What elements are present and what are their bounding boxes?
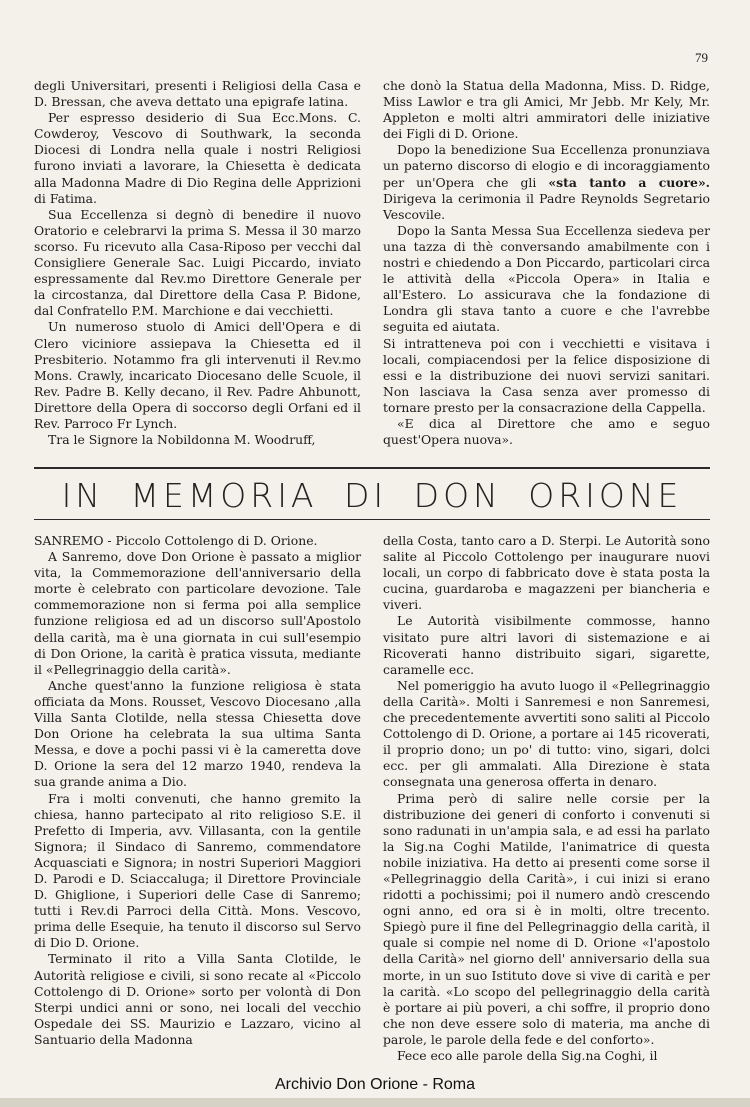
bottom-left-column (34, 533, 361, 1048)
archive-footer: Archivio Don Orione - Roma (274, 1076, 476, 1093)
text-run: Dopo la benedizione Sua Eccellenza pronunziava un paterno discorso di elogio e di incoraggiamento per un'Opera che gli (383, 142, 710, 190)
paragraph: Nel pomeriggio ha avuto luogo il «Pellegrinaggio della Carità». Molti i Sanremesi e non Sanremesi, che precedentemente avvertiti sono saliti al Piccolo Cottolengo di D. Orione, a portare ai 145 ricoverati, il proprio dono; un po' di tutto: vino, sigari, dolci ecc. per gli ammalati. Alla Direzione è stata consegnata una generosa offerta in denaro. (383, 677, 710, 790)
headline-word: MEMORIA (130, 476, 318, 515)
paragraph: che donò la Statua della Madonna, Miss. D. Ridge, Miss Lawlor e tra gli Amici, Mr Jebb. Mr Kely, Mr. Appleton e molti altri ammiratori delle iniziative dei Figli di D. Orione. (383, 78, 710, 142)
paragraph: Prima però di salire nelle corsie per la distribuzione dei generi di conforto i convenuti si sono radunati in un'ampia sala, e ad essi ha parlato la Sig.na Coghi Matilde, l'animatrice di questa nobile iniziativa. Ha detto ai presenti come sorse il «Pellegrinaggio della Carità», i cui inizi si erano ridotti a pochissimi; poi il numero andò crescendo ogni anno, ed ora si è in molti, oltre trecento. Spiegò pure il fine del Pellegrinaggio della carità, il quale si compie nel nome di D. Orione «l'apostolo della Carità» nel giorno dell' anniversario della sua morte, in un suo Istituto dove si vive di carità e per la carità. «Lo scopo del pellegrinaggio della carità è portare ai più poveri, a chi soffre, il proprio dono che non deve essere solo di materia, ma anche di parole, le parole della fede e del conforto». (383, 790, 710, 1047)
top-right-column (383, 78, 710, 448)
paragraph: «E dica al Direttore che amo e seguo quest'Opera nuova». (383, 415, 710, 448)
paragraph: Un numeroso stuolo di Amici dell'Opera e di Clero viciniore assiepava la Chiesetta ed il Presbiterio. Notammo fra gli intervenuti il Rev.mo Mons. Crawly, incaricato Diocesano delle Scuole, il Rev. Padre B. Kelly decano, il Rev. Padre Ahbunott, Direttore della Opera di soccorso degli Orfani ed il Rev. Parroco Fr Lynch. (34, 319, 361, 431)
paragraph (383, 142, 710, 222)
bottom-right-column (383, 533, 710, 1064)
paragraph: della Costa, tanto caro a D. Sterpi. Le Autorità sono salite al Piccolo Cottolengo per inaugurare nuovi locali, un corpo di fabbricato dove è stata posta la cucina, guardaroba e magazzeni per biancheria e viveri. (383, 533, 710, 613)
paragraph: Anche quest'anno la funzione religiosa è stata officiata da Mons. Rousset, Vescovo Diocesano ,alla Villa Santa Clotilde, nella stessa Chiesetta dove Don Orione ha celebrata la sua ultima Santa Messa, e dove a pochi passi vi è la cameretta dove D. Orione la sera del 12 marzo 1940, rendeva la sua grande anima a Dio. (34, 677, 361, 790)
headline-word: IN (61, 476, 104, 515)
top-left-column (34, 78, 361, 448)
paragraph: Dopo la Santa Messa Sua Eccellenza siedeva per una tazza di thè conversando amabilmente con i nostri e chiedendo a Don Piccardo, particolari circa le attività della «Piccola Opera» in Italia e all'Estero. Lo assicurava che la fondazione di Londra gli stava tanto a cuore e che l'avrebbe seguita ed aiutata. (383, 222, 710, 335)
article-dateline: SANREMO - Piccolo Cottolengo di D. Orione. (34, 533, 318, 548)
paragraph: Per espresso desiderio di Sua Ecc.Mons. C. Cowderoy, Vescovo di Southwark, la seconda Diocesi di Londra nella quale i nostri Religiosi furono inviati a lavorare, la Chiesetta è dedicata alla Madonna Madre di Dio Regina delle Apprizioni di Fatima. (34, 110, 361, 206)
headline-word: DON (413, 476, 502, 515)
text-run: Dirigeva la cerimonia il Padre Reynolds Segretario Vescovile. (383, 190, 710, 222)
headline-word: ORIONE (528, 476, 683, 515)
paragraph: A Sanremo, dove Don Orione è passato a miglior vita, la Commemorazione dell'anniversario della morte è celebrato con particolare devozione. Tale commemorazione non si ferma poi alla semplice funzione religiosa ed ad un discorso sull'Apostolo della carità, ma è una giornata in cui sull'esempio di Don Orione, la carità è pratica vissuta, mediante il «Pellegrinaggio della carità». (34, 549, 361, 677)
headline-word: DI (344, 476, 388, 515)
paragraph: Le Autorità visibilmente commosse, hanno visitato pure altri lavori di sistemazione e ai Ricoverati hanno distribuito sigari, sigarette, caramelle ecc. (383, 613, 710, 677)
paragraph: Tra le Signore la Nobildonna M. Woodruff, (48, 432, 316, 448)
paragraph: Fra i molti convenuti, che hanno gremito la chiesa, hanno partecipato al rito religioso S.E. il Prefetto di Imperia, avv. Villasanta, con la gentile Signora; il Sindaco di Sanremo, commendatore Acquasciati e Signora; in nostri Superiori Maggiori D. Parodi e D. Sciaccaluga; il Direttore Provinciale D. Ghiglione, i Superiori delle Case di Sanremo; tutti i Rev.di Parroci della Città. Mons. Vescovo, prima delle Esequie, ha tenuto il discorso sul Servo di Dio D. Orione. (34, 790, 361, 951)
footer-strip (0, 1098, 750, 1107)
paragraph: Fece eco alle parole della Sig.na Coghi, il (397, 1048, 658, 1063)
paragraph: Si intratteneva poi con i vecchietti e visitava i locali, compiacendosi per la felice disposizione di essi e la distribuzione dei nuovi servizi sanitari. Non lasciava la Casa senza aver promesso di tornare presto per la consacrazione della Cappella. (383, 335, 710, 415)
paragraph: Sua Eccellenza si degnò di benedire il nuovo Oratorio e celebrarvi la prima S. Messa il 30 marzo scorso. Fu ricevuto alla Casa-Riposo per vecchi dal Consigliere Generale Sac. Luigi Piccardo, inviato espressamente dal Rev.mo Direttore Generale per la circostanza, dal Direttore della Casa P. Bidone, dal Confratello P.M. Marchione e dai vecchietti. (34, 206, 361, 319)
bold-quote: «sta tanto a cuore». (548, 174, 710, 190)
page-number: 79 (695, 50, 708, 65)
paragraph: Terminato il rito a Villa Santa Clotilde, le Autorità religiose e civili, si sono recate al «Piccolo Cottolengo di D. Orione» sorto per volontà di Don Sterpi undici anni or sono, nei locali del vecchio Ospedale dei SS. Maurizio e Lazzaro, vicino al Santuario della Madonna (34, 951, 361, 1047)
divider (34, 467, 710, 469)
paragraph: degli Universitari, presenti i Religiosi della Casa e D. Bressan, che aveva dettato una epigrafe latina. (34, 78, 361, 110)
divider (34, 519, 710, 520)
section-headline (34, 474, 710, 518)
